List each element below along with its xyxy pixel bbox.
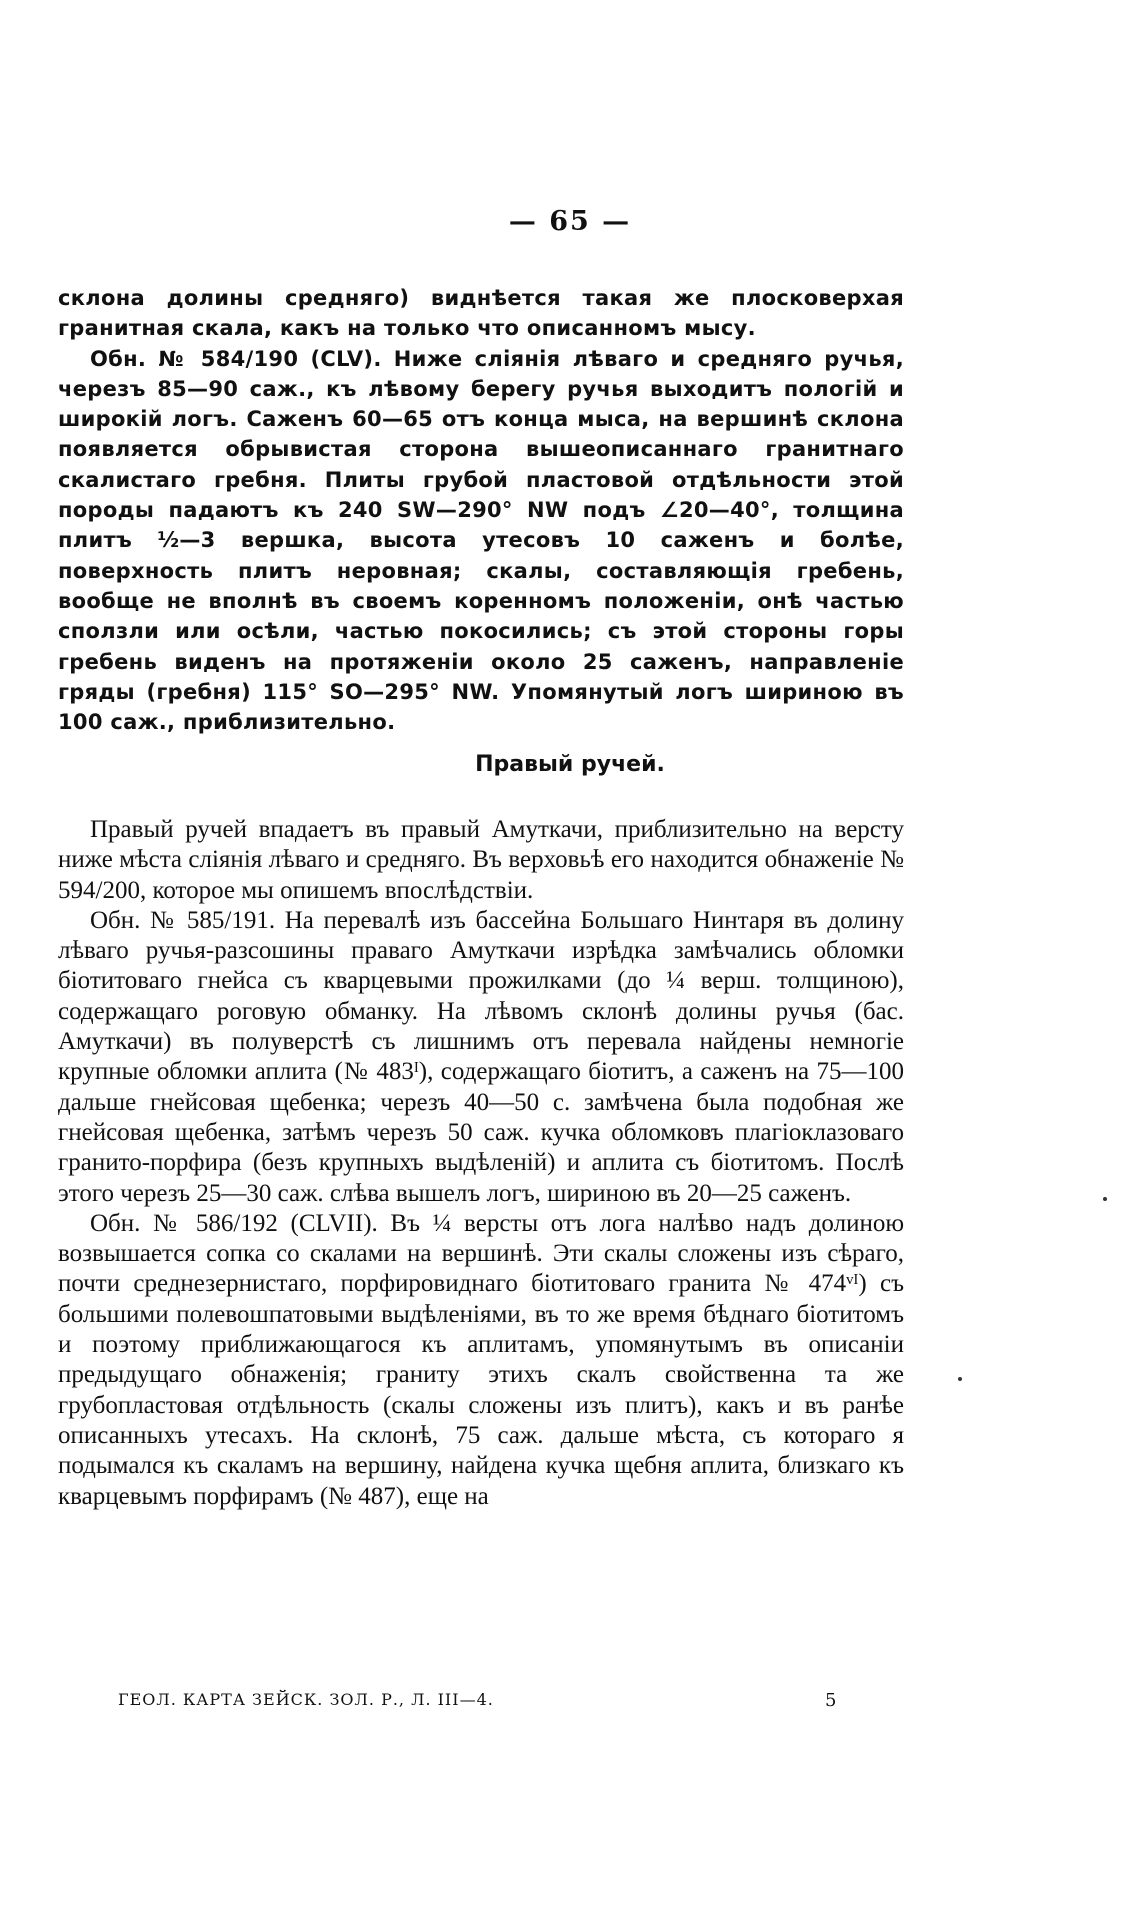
text-block-1	[58, 283, 904, 737]
footer-sheet-number: 5	[825, 1690, 837, 1711]
section-title: Правый ручей.	[475, 752, 665, 777]
paragraph: Обн. № 584/190 (CLV). Ниже сліянія лѣваго и средняго ручья, черезъ 85—90 саж., къ лѣвому берегу ручья выходитъ пологій и широкій логъ. Саженъ 60—65 отъ конца мыса, на вершинѣ склона появляется обрывистая сторона вышеописаннаго гранитнаго скалистаго гребня. Плиты грубой пластовой отдѣльности этой породы падаютъ къ 240 SW—290° NW подъ ∠20—40°, толщина плитъ ½—3 вершка, высота утесовъ 10 саженъ и болѣе, поверхность плитъ неровная; скалы, составляющія гребень, вообще не вполнѣ въ своемъ коренномъ положеніи, онѣ частью сползли или осѣли, частью покосились; съ этой стороны горы гребень виденъ на протяженіи около 25 саженъ, направленіе гряды (гребня) 115° SO—295° NW. Упомянутый логъ шириною въ 100 саж., приблизительно.	[58, 346, 904, 735]
paragraph: склона долины средняго) виднѣется такая же плосковерхая гранитная скала, какъ на только что описанномъ мысу.	[58, 286, 904, 341]
paragraph: Обн. № 585/191. На перевалѣ изъ бассейна Большаго Нинтаря въ долину лѣваго ручья-разсошины праваго Амуткачи изрѣдка замѣчались обломки біотитоваго гнейса съ кварцевыми прожилками (до ¼ верш. толщиною), содержащаго роговую обманку. На лѣвомъ склонѣ долины ручья (бас. Амуткачи) въ полуверстѣ съ лишнимъ отъ перевала найдены немногіе крупные обломки аплита (№ 483ᴵ), содержащаго біотитъ, а саженъ на 75—100 дальше гнейсовая щебенка; черезъ 40—50 с. замѣчена была подобная же гнейсовая щебенка, затѣмъ черезъ 50 саж. кучка обломковъ плагіоклазоваго гранито-порфира (безъ крупныхъ выдѣленій) и аплита съ біотитомъ. Послѣ этого черезъ 25—30 саж. слѣва вышелъ логъ, шириною въ 20—25 саженъ.	[58, 906, 904, 1207]
print-speck	[958, 1377, 962, 1381]
text-block-2	[58, 815, 904, 1512]
paragraph: Обн. № 586/192 (CLVII). Въ ¼ версты отъ лога налѣво надъ долиною возвышается сопка со скалами на вершинѣ. Эти скалы сложены изъ сѣраго, почти среднезернистаго, порфировиднаго біотитоваго гранита № 474ᵛᴵ) съ большими полевошпатовыми выдѣленіями, въ то же время бѣднаго біотитомъ и поэтому приближающагося къ аплитамъ, упомянутымъ въ описаніи предыдущаго обнаженія; граниту этихъ скалъ свойственна та же грубопластовая отдѣльность (скалы сложены изъ плитъ), какъ и въ ранѣе описанныхъ утесахъ. На склонѣ, 75 саж. дальше мѣста, съ котораго я подымался къ скаламъ на вершину, найдена кучка щебня аплита, близкаго къ кварцевымъ порфирамъ (№ 487), еще на	[58, 1209, 904, 1510]
page-number-header: — 65 —	[508, 206, 632, 237]
paragraph: Правый ручей впадаетъ въ правый Амуткачи, приблизительно на версту ниже мѣста сліянія лѣваго и средняго. Въ верховьѣ его находится обнаженіе № 594/200, которое мы опишемъ впослѣдствіи.	[58, 816, 904, 904]
print-speck	[1103, 1197, 1107, 1201]
footer-signature: ГЕОЛ. КАРТА ЗЕЙСК. ЗОЛ. Р., Л. III—4.	[118, 1690, 494, 1709]
